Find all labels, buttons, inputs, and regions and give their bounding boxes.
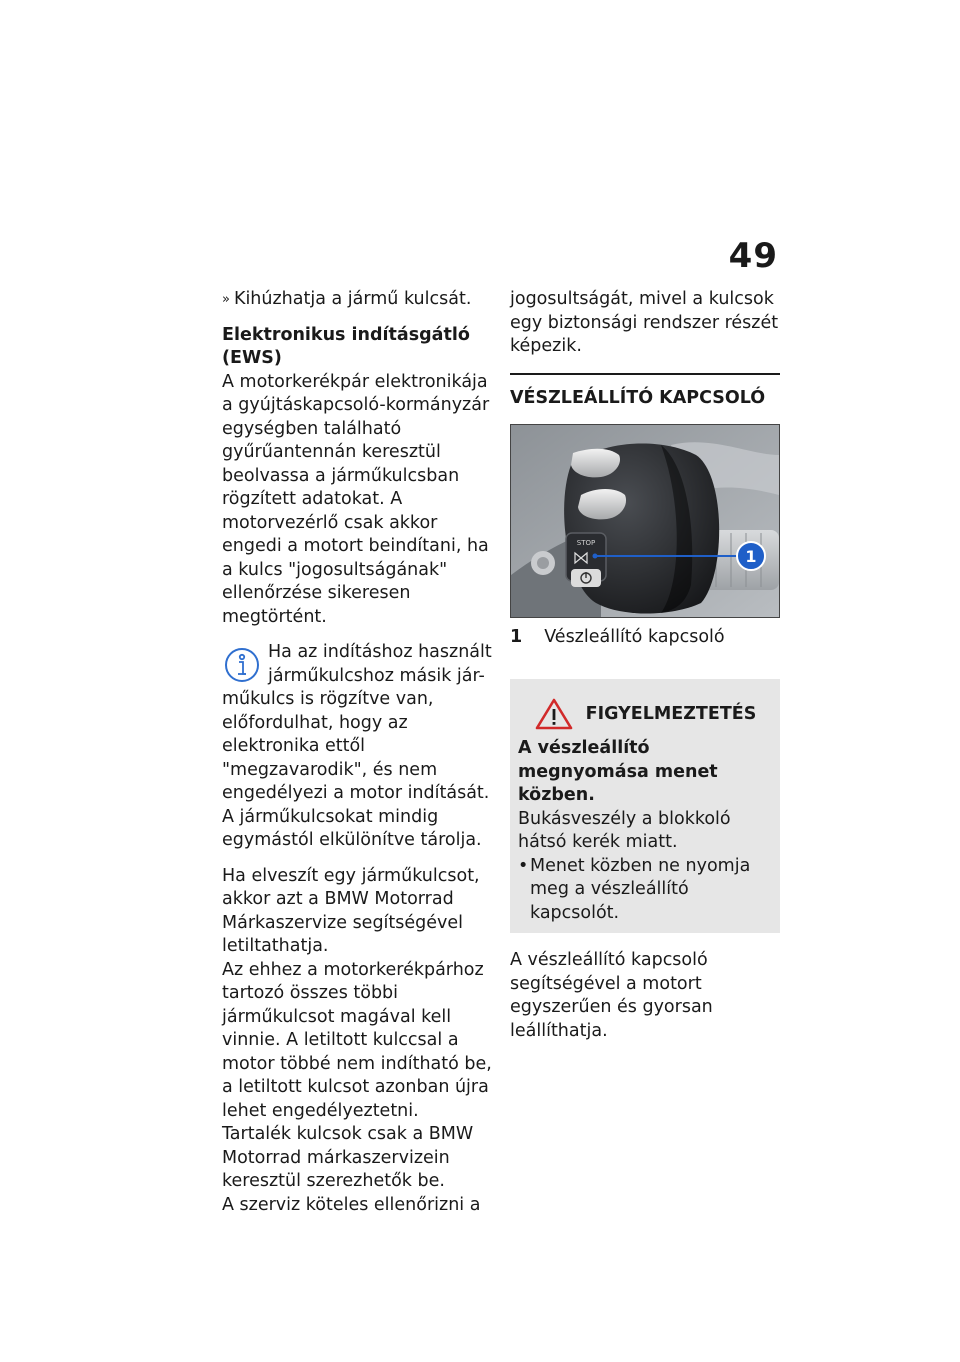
intro-step [222,288,492,312]
right-column [510,288,780,1043]
warning-box [510,679,780,933]
continuation-paragraph: jogosultságát, mivel a kulcsok egy biztonsági rendszer részét képezik. [510,289,779,356]
warning-bullet-text: Menet közben ne nyomja meg a vészleállító kapcsolót. [530,855,751,923]
kill-switch-figure [510,424,780,618]
legend-number: 1 [510,626,523,647]
stop-label: STOP [576,538,596,547]
figure-legend [510,626,780,650]
warning-subtitle: A vészleállító megnyomása menet közben. [518,738,718,805]
warning-title: FIGYELMEZTETÉS [585,704,757,724]
section-heading-kill-switch: VÉSZLEÁLLÍTÓ KAPCSOLÓ [510,373,780,410]
bullet-symbol: • [518,855,529,876]
intro-text: Kihúzhatja a jármű kulcsát. [233,289,472,309]
info-text-storage: A járműkulcsokat mindig egymástól elkülönítve tárolja. [222,806,482,850]
ews-paragraph: A motorkerékpár elektronikája a gyújtáskapcsoló-kormányzár egységben található gyűrűantennán keresztül beolvassa a járműkulcsban rögzített adatokat. A motorvezérlő csak akkor engedi a motort beindítani, ha a kulcs "jogosultságának" ellenőrzése sikeresen megtörtént. [222,371,490,627]
service-paragraph: A szerviz köteles ellenőrizni a [222,1194,481,1215]
warning-bullet [518,855,772,926]
info-note [222,641,492,853]
info-text-first: Ha az indításhoz használt járműkulcshoz másik jár- [268,642,492,686]
spare-keys-paragraph: Tartalék kulcsok csak a BMW Motorrad márkaszervizein keresztül szerezhetők be. [222,1124,474,1191]
section-heading-ews: Elektronikus indításgátló (EWS) [222,324,470,368]
warning-triangle-icon [534,697,574,731]
info-icon [222,645,262,685]
page-number: 49 [728,236,778,276]
step-arrow: » [222,292,230,307]
warning-header [518,697,772,731]
kill-switch-paragraph: A vészleállító kapcsoló segítségével a motort egyszerűen és gyorsan leállíthatja. [510,950,713,1041]
warning-text: Bukásveszély a blokkoló hátsó kerék miatt. [518,808,731,852]
other-keys-paragraph: Az ehhez a motorkerékpárhoz tartozó összes többi járműkulcsot magával kell vinnie. A letiltott kulccsal a motor többé nem indítható be, a letiltott kulcsot azonban újra lehet engedélyeztetni. [222,959,492,1121]
left-column [222,288,492,1217]
lost-key-paragraph: Ha elveszít egy járműkulcsot, akkor azt a BMW Motorrad Márkaszervize segítségével letiltathatja. [222,865,480,956]
handlebar-switch-photo [511,425,779,617]
legend-text: Vészleállító kapcsoló [544,626,725,647]
info-text-rest: műkulcs is rögzítve van, előfordulhat, hogy az elektronika ettől "megzavarodik", és nem engedélyezi a motor indítását. [222,689,490,803]
callout-label: 1 [745,546,757,566]
